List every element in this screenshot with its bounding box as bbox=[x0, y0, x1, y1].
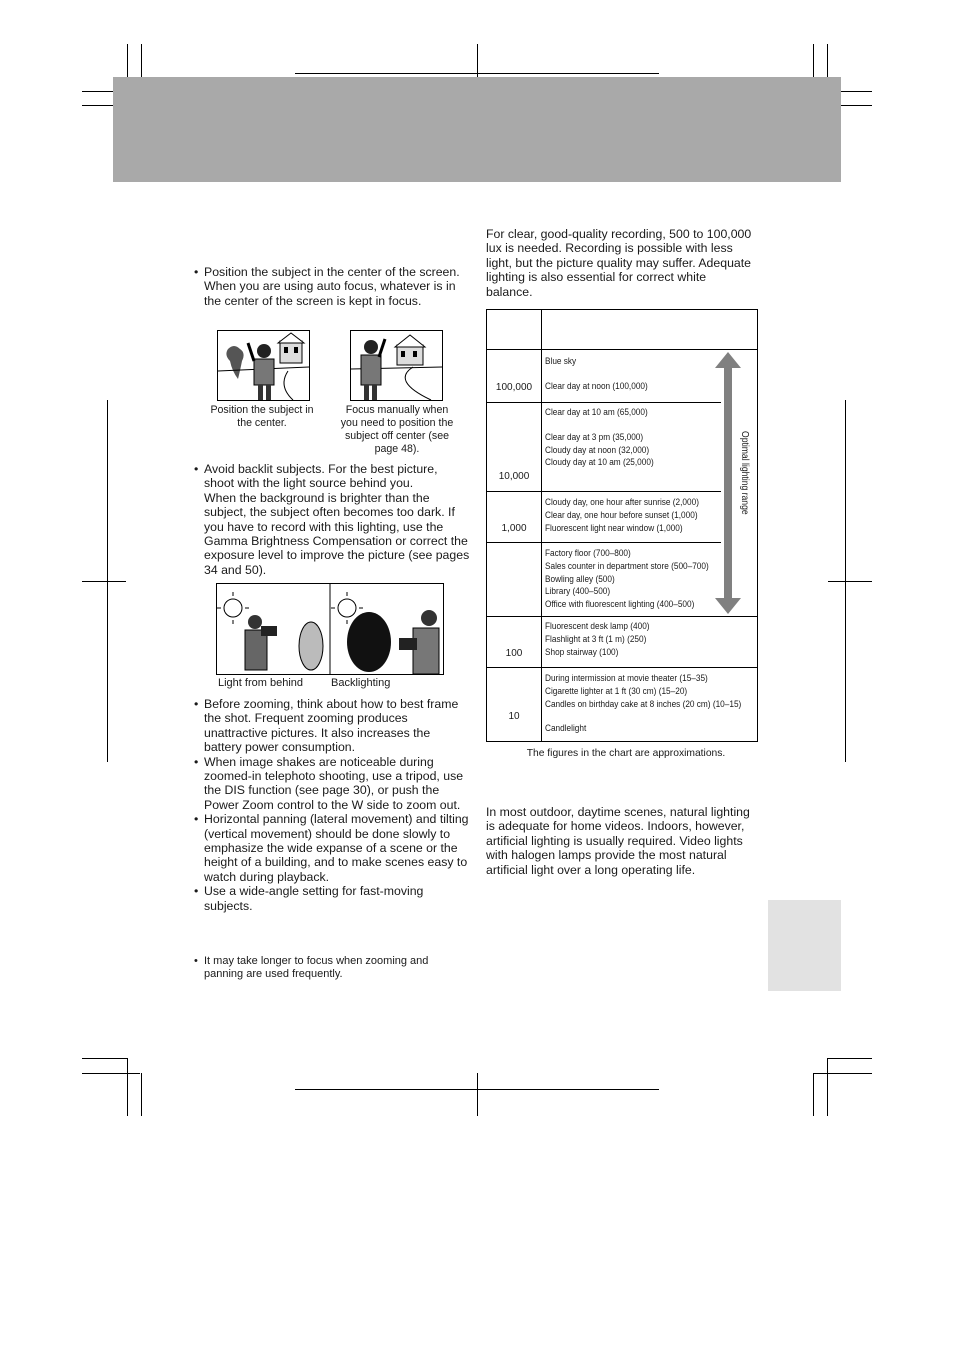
lux-100: 100 bbox=[505, 648, 523, 659]
table-note: The figures in the chart are approximations. bbox=[526, 748, 726, 759]
note-focus: • It may take longer to focus when zooming and panning are used frequently. bbox=[193, 955, 463, 981]
lux-1000: 1,000 bbox=[501, 523, 527, 534]
bullet-backlit: • Avoid backlit subjects. For the best picture, shoot with the light source behind you. When the background is brighter than the subject, the subject often becomes too dark. If you have to record with this lighting, use the Gamma Brightness Compensation or correct the exposure level to improve the picture (see pages 34 and 50). bbox=[193, 462, 470, 577]
caption-center: Position the subject in the center. bbox=[210, 404, 314, 429]
bullet-wide: • Use a wide-angle setting for fast-moving subjects. bbox=[193, 884, 470, 913]
lux-table bbox=[486, 309, 758, 742]
cond-group-4: Factory floor (700–800) Sales counter in department store (500–700) Bowling alley (500) Library (400–500) Office with fluorescent lighting (400–500) bbox=[545, 548, 709, 611]
cond-group-5: Fluorescent desk lamp (400) Flashlight at 3 ft (1 m) (250) Shop stairway (100) bbox=[545, 621, 650, 658]
lux-100000: 100,000 bbox=[495, 382, 533, 393]
bullet-list-backlight bbox=[193, 462, 470, 577]
bullet-list-framing bbox=[193, 265, 468, 308]
bullet-center-subject: • Position the subject in the center of the screen. When you are using auto focus, whatever is in the center of the screen is kept in focus. bbox=[193, 265, 468, 308]
outdoor-lighting-text: In most outdoor, daytime scenes, natural lighting is adequate for home videos. Indoors, however, artificial lighting is usually required. Video lights with halogen lamps provide the most natural artificial light over a long operating life. bbox=[486, 805, 750, 877]
bullet-pan: • Horizontal panning (lateral movement) and tilting (vertical movement) should be done slowly to emphasize the wide expanse of a scene or the height of a building, and to make scenes easy to watch during playback. bbox=[193, 812, 470, 884]
bullet-shake: • When image shakes are noticeable during zoomed-in telephoto shooting, use a tripod, use the DIS function (see page 30), or push the Power Zoom control to the W side to zoom out. bbox=[193, 755, 470, 813]
illustration-offcenter-subject bbox=[350, 330, 443, 401]
cond-group-3: Cloudy day, one hour after sunrise (2,000) Clear day, one hour before sunset (1,000) Fluorescent light near window (1,000) bbox=[545, 497, 699, 534]
bullet-list-zoom bbox=[193, 697, 470, 913]
illustration-centered-subject bbox=[217, 330, 310, 401]
caption-manual-focus: Focus manually when you need to position the subject off center (see page 48). bbox=[340, 404, 454, 455]
cond-group-6: During intermission at movie theater (15–35) Cigarette lighter at 1 ft (30 cm) (15–20) Candles on birthday cake at 8 inches (20 cm) (10–15) Candlelight bbox=[545, 673, 742, 735]
lux-10: 10 bbox=[508, 711, 520, 722]
optimal-range-label: Optimal lighting range bbox=[739, 431, 750, 515]
note-list bbox=[193, 955, 463, 981]
lighting-intro: For clear, good-quality recording, 500 to 100,000 lux is needed. Recording is possible with less light, but the picture quality may suffer. Adequate lighting is also essential for correct white balance. bbox=[486, 227, 752, 299]
illustration-backlight bbox=[216, 583, 444, 675]
bullet-zoom: • Before zooming, think about how to best frame the shot. Frequent zooming produces unattractive pictures. It also increases the battery power consumption. bbox=[193, 697, 470, 755]
caption-backlighting: Backlighting bbox=[331, 677, 391, 689]
header-band bbox=[113, 77, 841, 182]
cond-group-0: Blue sky Clear day at noon (100,000) bbox=[545, 356, 648, 392]
cond-group-1: Clear day at 10 am (65,000) Clear day at 3 pm (35,000) Cloudy day at noon (32,000) Cloudy day at 10 am (25,000) bbox=[545, 407, 654, 469]
caption-light-behind: Light from behind bbox=[218, 677, 303, 689]
side-tab bbox=[768, 900, 841, 991]
lux-10000: 10,000 bbox=[498, 471, 530, 482]
